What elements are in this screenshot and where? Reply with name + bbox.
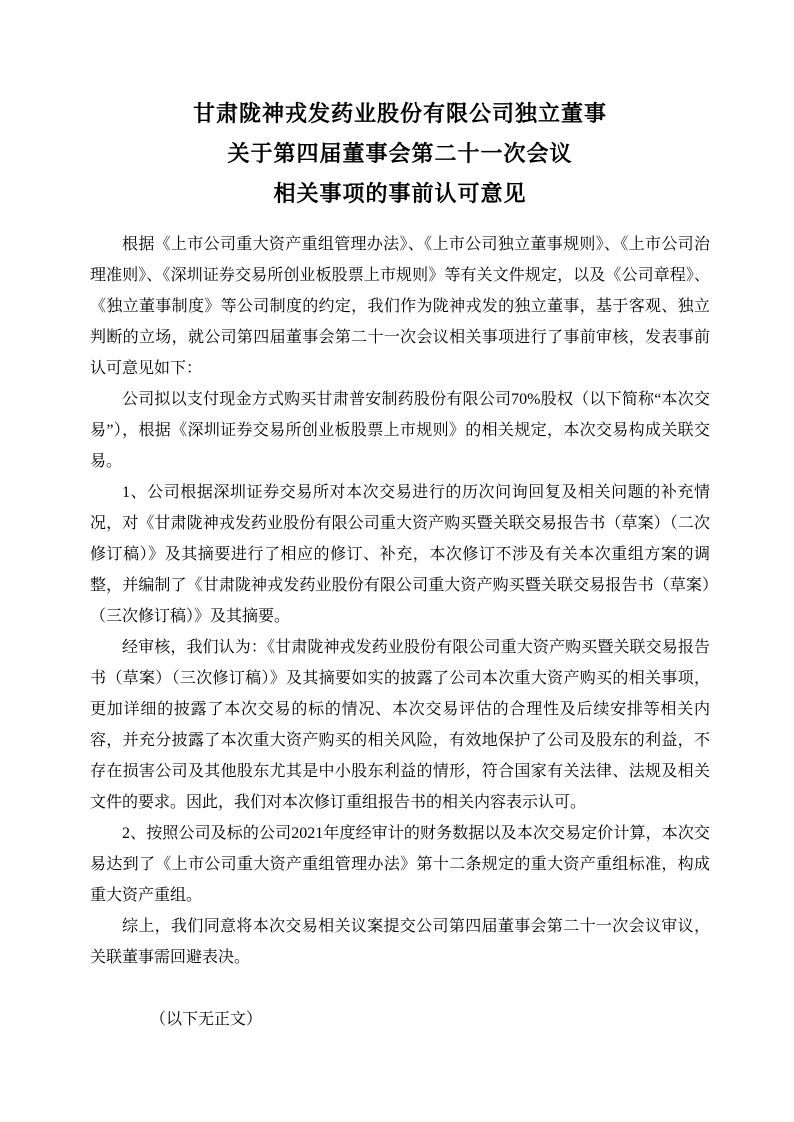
paragraph-item-1: 1、公司根据深圳证券交易所对本次交易进行的历次问询回复及相关问题的补充情况，对《甘肃陇神戎发药业股份有限公司重大资产购买暨关联交易报告书（草案）（二次修订稿）》及其摘要进行了相应的修订、补充，本次修订不涉及有关本次重组方案的调整，并编制了《甘肃陇神戎发药业股份有限公司重大资产购买暨关联交易报告书（草案）（三次修订稿）》及其摘要。 bbox=[90, 484, 710, 625]
paragraph-item-2: 2、按照公司及标的公司2021年度经审计的财务数据以及本次交易定价计算，本次交易达到了《上市公司重大资产重组管理办法》第十二条规定的重大资产重组标准，构成重大资产重组。 bbox=[90, 825, 710, 904]
title-line-3: 相关事项的事前认可意见 bbox=[273, 181, 527, 206]
paragraph-transaction-overview: 公司拟以支付现金方式购买甘肃普安制药股份有限公司70%股权（以下简称“本次交易”），根据《深圳证券交易所创业板股票上市规则》的相关规定，本次交易构成关联交易。 bbox=[90, 391, 710, 470]
document-body bbox=[90, 229, 710, 1035]
closing-note: （以下无正文） bbox=[150, 1011, 263, 1028]
paragraph-conclusion: 综上，我们同意将本次交易相关议案提交公司第四届董事会第二十一次会议审议，关联董事需回避表决。 bbox=[90, 918, 710, 966]
title-line-2: 关于第四届董事会第二十一次会议 bbox=[227, 141, 573, 166]
paragraph-review-opinion: 经审核，我们认为：《甘肃陇神戎发药业股份有限公司重大资产购买暨关联交易报告书（草案）（三次修订稿）》及其摘要如实的披露了公司本次重大资产购买的相关事项，更加详细的披露了本次交易的标的情况、本次交易评估的合理性及后续安排等相关内容，并充分披露了本次重大资产购买的相关风险，有效地保护了公司及股东的利益，不存在损害公司及其他股东尤其是中小股东利益的情形，符合国家有关法律、法规及相关文件的要求。因此，我们对本次修订重组报告书的相关内容表示认可。 bbox=[90, 639, 710, 811]
title-line-1: 甘肃陇神戎发药业股份有限公司独立董事 bbox=[192, 101, 607, 126]
paragraph-basis: 根据《上市公司重大资产重组管理办法》、《上市公司独立董事规则》、《上市公司治理准则》、《深圳证券交易所创业板股票上市规则》等有关文件规定，以及《公司章程》、《独立董事制度》等公司制度的约定，我们作为陇神戎发的独立董事，基于客观、独立判断的立场，就公司第四届董事会第二十一次会议相关事项进行了事前审核，发表事前认可意见如下： bbox=[90, 236, 710, 377]
document-title bbox=[90, 94, 710, 214]
